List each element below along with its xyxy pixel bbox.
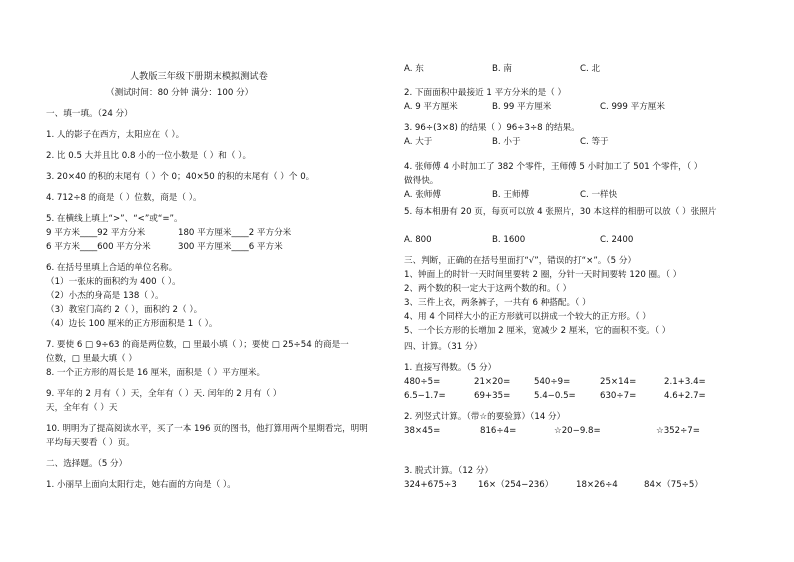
option: A. 9 平方厘米 [404,102,458,112]
vertical-item: 38×45= [404,426,441,436]
question-1-8: 8. 一个正方形的周长是 16 厘米，面积是（ ）平方厘米。 [46,368,266,378]
question-1-10-line-2: 平均每天要看（ ）页。 [46,438,135,448]
question-1-9-line-2: 天，全年有（ ）天 [46,403,118,413]
option: B. 王师傅 [492,190,530,200]
calc-part-2-heading: 2. 列竖式计算。（带☆的要验算）（14 分） [404,412,566,422]
oral-item: 540÷9= [534,377,571,387]
section-3-heading: 三、判断，正确的在括号里面打“√”，错误的打“×”。（5 分） [404,256,637,266]
choice-question-4-line-2: 做得快。 [404,176,439,186]
stepwise-item: 18×26÷4 [576,480,618,490]
section-2-heading: 二、选择题。（5 分） [46,459,128,469]
question-1-3: 3. 20×40 的积的末尾有（ ）个 0；40×50 的积的末尾有（ ）个 0。 [46,172,315,182]
judge-5: 5、一个长方形的长增加 2 厘米，宽减少 2 厘米，它的面积不变。（ ） [404,326,671,336]
option: A. 东 [404,64,424,74]
question-1-6-b: （2）小杰的身高是 138（ ）。 [46,291,164,301]
oral-item: 480÷5= [404,377,441,387]
question-1-5: 5. 在横线上填上“>”、“<”或“=”。 [46,214,183,224]
option: B. 小于 [492,137,521,147]
oral-item: 5.4−0.5= [534,391,576,401]
vertical-item: ☆20−9.8= [554,426,601,436]
compare-item: 9 平方米____92 平方分米 [46,228,146,238]
stepwise-item: 16×（254−236） [478,480,554,490]
option: B. 1600 [492,235,526,245]
judge-4: 4、用 4 个同样大小的正方形就可以拼成一个较大的正方形。（ ） [404,312,651,322]
oral-item: 4.6+2.7= [664,391,706,401]
option: A. 张师傅 [404,190,441,200]
section-4-heading: 四、计算。（31 分） [404,342,483,352]
judge-2: 2、两个数的积一定大于这两个数的和。（ ） [404,284,572,294]
compare-item: 6 平方米____600 平方分米 [46,242,151,252]
question-1-6-d: （4）边长 100 厘米的正方形面积是 1（ ）。 [46,319,218,329]
oral-item: 630÷7= [600,391,637,401]
calc-part-3-heading: 3. 脱式计算。（12 分） [404,466,494,476]
question-1-1: 1. 人的影子在西方，太阳应在（ ）。 [46,130,185,140]
question-1-10-line-1: 10. 明明为了提高阅读水平，买了一本 196 页的图书，他打算用两个星期看完，明明 [46,424,368,434]
question-1-2: 2. 比 0.5 大并且比 0.8 小的一位小数是（ ）和（ ）。 [46,151,252,161]
choice-question-4-line-1: 4. 张师傅 4 小时加工了 382 个零件，王师傅 5 小时加工了 501 个零件，（ ） [404,162,703,172]
question-1-7-line-2: 位数，□ 里最大填（ ） [46,354,137,364]
vertical-item: ☆352÷7= [656,426,700,436]
option: C. 等于 [580,137,609,147]
judge-1: 1、钟面上的时针一天时间里要转 2 圈，分针一天时间要转 120 圈。（ ） [404,270,682,280]
option: C. 999 平方厘米 [600,102,665,112]
choice-question-5: 5. 每本相册有 20 页，每页可以放 4 张照片，30 本这样的相册可以放（ ）张照片 [404,207,717,217]
question-1-9-line-1: 9. 平年的 2 月有（ ）天，全年有（ ）天. 闰年的 2 月有（ ） [46,389,282,399]
question-1-6: 6. 在括号里填上合适的单位名称。 [46,263,178,273]
section-1-heading: 一、填一填。（24 分） [46,109,133,119]
option: B. 南 [492,64,512,74]
choice-question-2: 2. 下面面积中最接近 1 平方分米的是（ ） [404,88,567,98]
option: A. 800 [404,235,432,245]
exam-subtitle: （测试时间：80 分钟 满分：100 分） [106,88,254,98]
vertical-item: 816÷4= [480,426,517,436]
question-1-6-a: （1）一张床的面积约为 400（ ）。 [46,277,181,287]
compare-item: 180 平方厘米____2 平方分米 [178,228,292,238]
oral-item: 6.5−1.7= [404,391,446,401]
exam-title: 人教版三年级下册期末模拟测试卷 [130,71,268,82]
question-1-4: 4. 712÷8 的商是（ ）位数，商是（ ）。 [46,193,202,203]
oral-item: 69+35= [474,391,511,401]
option: C. 2400 [600,235,634,245]
choice-question-3: 3. 96÷(3×8) 的结果（ ）96÷3÷8 的结果。 [404,123,580,133]
calc-part-1-heading: 1. 直接写得数。（5 分） [404,363,497,373]
question-1-7-line-1: 7. 要使 6 □ 9÷63 的商是两位数，□ 里最小填（ ）；要使 □ 25÷54 的商是一 [46,340,349,350]
option: C. 一样快 [580,190,618,200]
option: B. 99 平方厘米 [492,102,552,112]
option: C. 北 [580,64,601,74]
choice-question-1: 1. 小丽早上面向太阳行走，她右面的方向是（ ）。 [46,480,236,490]
judge-3: 3、三件上衣，两条裤子，一共有 6 种搭配。（ ） [404,298,591,308]
oral-item: 2.1+3.4= [664,377,706,387]
stepwise-item: 84×（75÷5） [644,480,703,490]
compare-item: 300 平方厘米____6 平方米 [178,242,283,252]
option: A. 大于 [404,137,433,147]
oral-item: 25×14= [600,377,637,387]
question-1-6-c: （3）教室门高约 2（ ），面积约 2（ ）。 [46,305,203,315]
stepwise-item: 324+675÷3 [404,480,457,490]
oral-item: 21×20= [474,377,511,387]
